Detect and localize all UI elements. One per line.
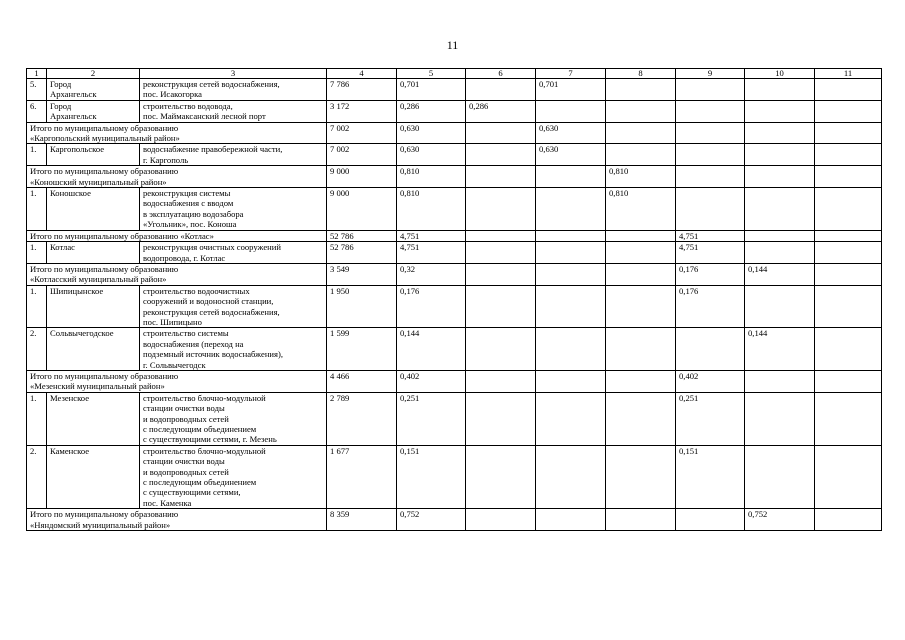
column-number-cell: 1 [27,69,47,79]
table-cell [536,328,606,371]
table-cell [606,122,676,144]
table-cell: Шипицынское [47,285,140,328]
table-cell [466,328,536,371]
table-cell: 9 000 [327,166,397,188]
table-cell [536,509,606,531]
table-cell [466,79,536,101]
table-cell [745,230,815,241]
table-cell [536,166,606,188]
table-cell: 0,176 [676,285,745,328]
table-cell: 52 786 [327,242,397,264]
table-cell [536,242,606,264]
table-cell [745,100,815,122]
table-cell [815,509,882,531]
column-number-cell: 5 [397,69,466,79]
table-cell: 0,251 [397,392,466,445]
table-cell: Город Архангельск [47,100,140,122]
table-cell: 1. [27,188,47,231]
table-cell: Котлас [47,242,140,264]
table-cell: 2. [27,445,47,508]
table-cell [676,122,745,144]
table-cell [815,79,882,101]
total-row [27,166,882,188]
table-cell [676,188,745,231]
table-cell: 0,630 [536,144,606,166]
table-cell [676,79,745,101]
table-cell [606,445,676,508]
table-cell [815,370,882,392]
table-cell: 4,751 [676,230,745,241]
table-cell: Итого по муниципальному образованию «Котлас» [27,230,327,241]
total-row [27,509,882,531]
table-cell: 0,630 [397,122,466,144]
table-cell: 0,701 [536,79,606,101]
table-cell: Город Архангельск [47,79,140,101]
table-cell [606,392,676,445]
column-number-cell: 8 [606,69,676,79]
table-cell [466,144,536,166]
table-cell: 7 002 [327,144,397,166]
table-row [27,79,882,101]
table-cell [745,166,815,188]
column-number-cell: 10 [745,69,815,79]
column-number-cell: 3 [140,69,327,79]
table-cell [676,144,745,166]
total-row [27,230,882,241]
column-number-cell: 4 [327,69,397,79]
table-cell [815,328,882,371]
table-cell: 0,810 [397,188,466,231]
table-cell: 1. [27,144,47,166]
table-row [27,188,882,231]
table-cell [466,392,536,445]
table-cell: 8 359 [327,509,397,531]
total-row [27,370,882,392]
column-number-cell: 11 [815,69,882,79]
table-cell: 0,701 [397,79,466,101]
table-cell: 0,251 [676,392,745,445]
table-cell: Коношское [47,188,140,231]
table-cell: 4,751 [397,242,466,264]
table-cell: 2 789 [327,392,397,445]
table-cell [676,328,745,371]
table-cell [466,263,536,285]
table-cell [745,285,815,328]
table-cell: 52 786 [327,230,397,241]
table-cell [815,285,882,328]
table-cell [745,188,815,231]
table-cell: 0,630 [536,122,606,144]
table-cell: водоснабжение правобережной части, г. Каргополь [140,144,327,166]
table-cell [606,285,676,328]
table-cell: 1. [27,242,47,264]
table-cell [815,188,882,231]
table-cell [606,230,676,241]
table-cell [676,166,745,188]
table-cell: Итого по муниципальному образованию «Котласский муниципальный район» [27,263,327,285]
table-cell: 0,151 [676,445,745,508]
table-cell: 1. [27,285,47,328]
table-cell [745,144,815,166]
table-cell [815,242,882,264]
table-cell: 7 786 [327,79,397,101]
column-number-cell: 2 [47,69,140,79]
table-cell: 9 000 [327,188,397,231]
table-cell: 0,151 [397,445,466,508]
table-cell: 0,32 [397,263,466,285]
table-cell: Итого по муниципальному образованию «Коношский муниципальный район» [27,166,327,188]
table-cell: строительство водоочистных сооружений и водоносной станции, реконструкция сетей водоснабжения, пос. Шипицыно [140,285,327,328]
table-cell: 0,144 [745,263,815,285]
table-cell: 3 549 [327,263,397,285]
table-cell [676,509,745,531]
table-cell [676,100,745,122]
table-cell: 0,402 [397,370,466,392]
table-cell: 0,810 [606,166,676,188]
table-cell [815,445,882,508]
table-cell [606,242,676,264]
table-cell: реконструкция сетей водоснабжения, пос. Исакогорка [140,79,327,101]
table-row [27,144,882,166]
table-cell: Итого по муниципальному образованию «Няндомский муниципальный район» [27,509,327,531]
table-cell [466,230,536,241]
table-cell [745,242,815,264]
table-cell [815,122,882,144]
page-number: 11 [446,38,459,52]
table-cell: 0,144 [745,328,815,371]
table-cell: 5. [27,79,47,101]
table-row [27,242,882,264]
table-cell: 0,402 [676,370,745,392]
table-cell [815,230,882,241]
table-cell: 4,751 [676,242,745,264]
table-cell: Итого по муниципальному образованию «Мезенский муниципальный район» [27,370,327,392]
table-cell: строительство системы водоснабжения (переход на подземный источник водоснабжения), г. Сольвычегодск [140,328,327,371]
table-cell [606,263,676,285]
table-cell [815,263,882,285]
table-cell [745,370,815,392]
table-cell [606,509,676,531]
table-cell [466,166,536,188]
table-cell [745,122,815,144]
table-cell [536,445,606,508]
funding-table [26,68,882,531]
table-row [27,100,882,122]
table-cell: 0,286 [397,100,466,122]
column-number-cell: 9 [676,69,745,79]
column-number-row [27,69,882,79]
table-cell: реконструкция очистных сооружений водопровода, г. Котлас [140,242,327,264]
total-row [27,122,882,144]
table-cell [466,445,536,508]
table-row [27,285,882,328]
table-cell: 0,176 [676,263,745,285]
table-cell: 1 950 [327,285,397,328]
table-cell: 0,752 [745,509,815,531]
table-cell: 0,810 [397,166,466,188]
table-cell: 0,144 [397,328,466,371]
table-cell: Сольвычегодское [47,328,140,371]
table-cell: 6. [27,100,47,122]
table-cell: 1. [27,392,47,445]
table-cell [745,392,815,445]
table-cell [815,100,882,122]
table-cell [536,263,606,285]
table-cell [536,370,606,392]
table-cell: 1 677 [327,445,397,508]
table-cell [536,230,606,241]
table-cell: Каменское [47,445,140,508]
table-cell: 0,286 [466,100,536,122]
table-cell [745,445,815,508]
table-cell [466,188,536,231]
table-cell [606,144,676,166]
table-cell: строительство водовода, пос. Маймаксанский лесной порт [140,100,327,122]
table-cell [466,285,536,328]
table-cell: Итого по муниципальному образованию «Каргопольский муниципальный район» [27,122,327,144]
table-cell [815,144,882,166]
table-cell: 7 002 [327,122,397,144]
table-cell [536,100,606,122]
table-cell: Мезенское [47,392,140,445]
table-row [27,392,882,445]
table-cell [536,392,606,445]
table-row [27,445,882,508]
table-cell: 4,751 [397,230,466,241]
table-cell: Каргопольское [47,144,140,166]
table-cell: строительство блочно-модульной станции очистки воды и водопроводных сетей с последующим объединением с существующими сетями, пос. Каменка [140,445,327,508]
table-cell [815,166,882,188]
table-cell: 1 599 [327,328,397,371]
table-cell [466,242,536,264]
table-cell: 2. [27,328,47,371]
table-cell: 0,176 [397,285,466,328]
table-cell: 3 172 [327,100,397,122]
column-number-cell: 6 [466,69,536,79]
table-row [27,328,882,371]
table-cell: 0,810 [606,188,676,231]
table-cell [745,79,815,101]
table-cell [606,100,676,122]
table-cell: 0,752 [397,509,466,531]
table-cell [466,370,536,392]
table-cell [606,370,676,392]
table-cell [466,122,536,144]
table-cell [466,509,536,531]
table-cell [815,392,882,445]
column-number-cell: 7 [536,69,606,79]
table-cell: 4 466 [327,370,397,392]
table-cell [536,285,606,328]
table-cell: 0,630 [397,144,466,166]
table-cell [536,188,606,231]
table-cell: реконструкция системы водоснабжения с вводом в эксплуатацию водозабора «Угольник», пос. Коноша [140,188,327,231]
table-cell: строительство блочно-модульной станции очистки воды и водопроводных сетей с последующим объединением с существующими сетями, г. Мезень [140,392,327,445]
table-cell [606,328,676,371]
total-row [27,263,882,285]
table-cell [606,79,676,101]
